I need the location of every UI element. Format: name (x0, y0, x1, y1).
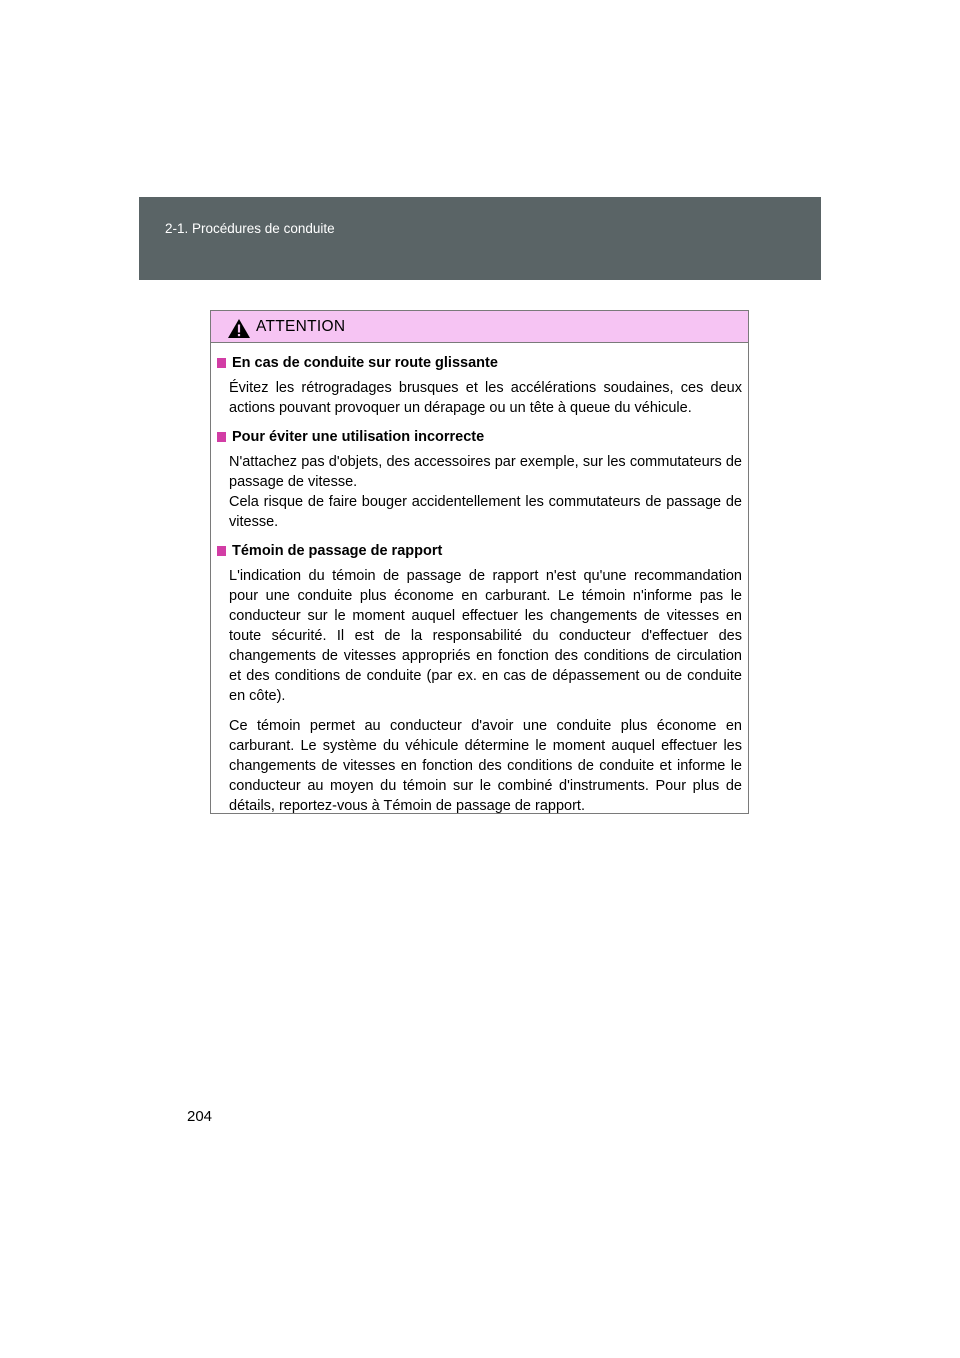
item-paragraph: Cela risque de faire bouger accidentellement les commutateurs de passage de vitesse. (229, 494, 742, 530)
bullet-square-icon (217, 546, 226, 556)
caution-item-incorrect-use (217, 427, 742, 532)
item-heading (217, 541, 742, 561)
bullet-square-icon (217, 358, 226, 368)
section-header-band (139, 197, 821, 280)
item-heading-text: Témoin de passage de rapport (232, 543, 443, 559)
caution-box (210, 310, 749, 814)
caution-item-shift-indicator (217, 541, 742, 816)
item-heading-text: En cas de conduite sur route glissante (232, 355, 498, 371)
item-paragraph: L'indication du témoin de passage de rapport n'est qu'une recommandation pour une conduite plus économe en carburant. Le témoin n'informe pas le conducteur sur le moment auquel effectuer les changements de vitesses en toute sécurité. Il est de la responsabilité du conducteur d'effectuer des changements de vitesses appropriés en fonction des conditions de circulation et des conditions de conduite (par ex. en cas de dépassement ou de conduite en côte). (229, 568, 742, 704)
section-title: 2-1. Procédures de conduite (165, 221, 335, 236)
bullet-square-icon (217, 432, 226, 442)
caution-label: ATTENTION (256, 318, 346, 335)
item-heading (217, 427, 742, 447)
warning-triangle-icon (227, 318, 251, 339)
item-paragraph: N'attachez pas d'objets, des accessoires par exemple, sur les commutateurs de passage de vitesse. (229, 454, 742, 490)
caution-header (211, 311, 748, 343)
caution-body (211, 343, 748, 816)
item-heading-text: Pour éviter une utilisation incorrecte (232, 429, 485, 445)
item-heading (217, 353, 742, 373)
item-paragraph: Ce témoin permet au conducteur d'avoir une conduite plus économe en carburant. Le système du véhicule détermine le moment auquel effectuer les changements de vitesses en fonction des conditions de conduite et informe le conducteur au moyen du témoin sur le combiné d'instruments. Pour plus de détails, reportez-vous à Témoin de passage de rapport. (229, 718, 742, 814)
item-paragraph: Évitez les rétrogradages brusques et les accélérations soudaines, ces deux actions pouvant provoquer un dérapage ou un tête à queue du véhicule. (229, 380, 742, 416)
page-number: 204 (187, 1108, 213, 1125)
caution-item-slippery-road (217, 353, 742, 418)
